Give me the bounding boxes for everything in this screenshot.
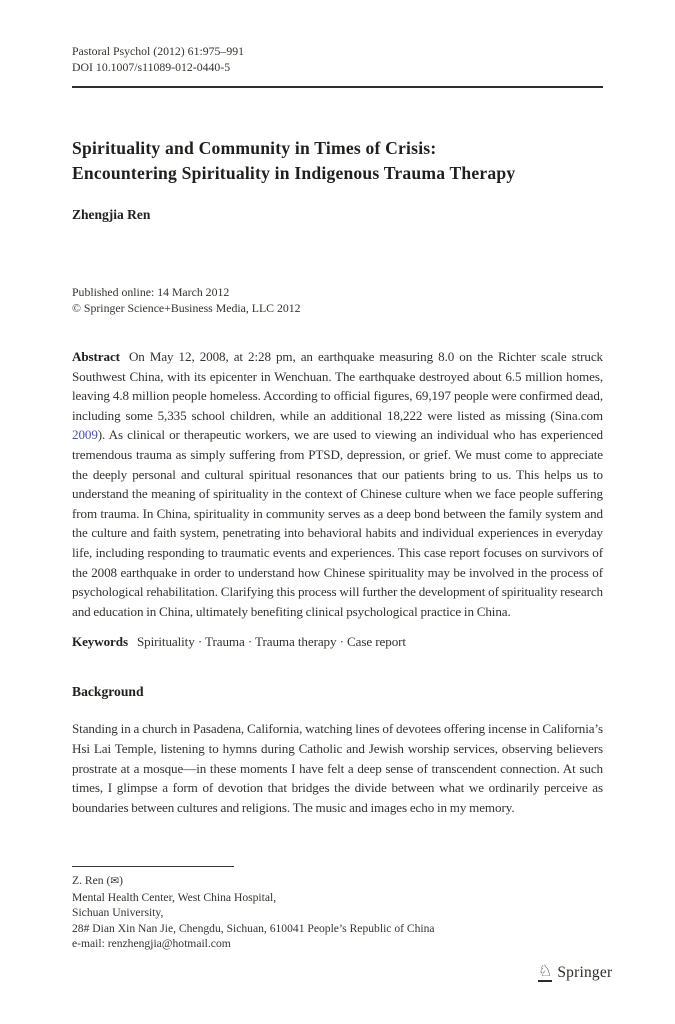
article-title: [72, 136, 603, 186]
article-title-line-2: Encountering Spirituality in Indigenous Trauma Therapy: [72, 163, 516, 183]
keywords-label: Keywords: [72, 634, 128, 650]
article-body: [72, 347, 603, 817]
keywords-list: Spirituality · Trauma · Trauma therapy · Case report: [136, 634, 406, 650]
corresponding-author-name: Z. Ren (: [72, 874, 111, 887]
springer-wordmark: Springer: [557, 963, 613, 981]
abstract-label: Abstract: [72, 349, 120, 364]
published-online-line: Published online: 14 March 2012: [72, 285, 230, 299]
keywords-line: [72, 634, 603, 650]
correspondence-footnote: [72, 873, 603, 952]
article-title-line-1: Spirituality and Community in Times of Crisis:: [72, 138, 437, 158]
affiliation-line-2: Sichuan University,: [72, 906, 164, 920]
citation-link-2009[interactable]: 2009: [72, 427, 98, 443]
corresponding-author-suffix: ): [119, 874, 124, 887]
header-rule: [72, 86, 603, 88]
doi-line: DOI 10.1007/s11089-012-0440-5: [72, 60, 231, 74]
journal-header: [72, 43, 603, 75]
corresponding-author-line: [72, 873, 603, 890]
section-heading-background: Background: [72, 684, 144, 700]
copyright-line: © Springer Science+Business Media, LLC 2012: [72, 301, 301, 315]
affiliation-line-3: 28# Dian Xin Nan Jie, Chengdu, Sichuan, 610041 People’s Republic of China: [72, 921, 435, 935]
footnote-rule: [72, 866, 234, 867]
journal-citation: Pastoral Psychol (2012) 61:975–991: [72, 44, 245, 58]
abstract-paragraph: [72, 347, 603, 621]
abstract-text-after-citation: ). As clinical or therapeutic workers, we are used to viewing an individual who has experienced tremendous trauma as simply suffering from PTSD, depression, or grief. We must come to appreciate the deeply personal and cultural spiritual resonances that our patients bring to us. This helps us to understand the meaning of spirituality in the context of Chinese culture when we face people suffering from trauma. In China, spirituality in community serves as a deep bond between the family system and the culture and faith system, penetrating into behavioral habits and individual experiences in everyday life, including responding to traumatic events and experiences. This case report focuses on survivors of the 2008 earthquake in order to understand how Chinese spirituality may be involved in the process of psychological rehabilitation. Clarifying this process will further the development of spirituality research and education in China, ultimately benefiting clinical psychological practice in China.: [72, 427, 603, 619]
email-line: e-mail: renzhengjia@hotmail.com: [72, 937, 231, 951]
abstract-text-before-citation: On May 12, 2008, at 2:28 pm, an earthquake measuring 8.0 on the Richter scale struck Southwest China, with its epicenter in Wenchuan. The earthquake destroyed about 6.5 million homes, leaving 4.8 million people homeless. According to official figures, 69,197 people were confirmed dead, including some 5,335 school children, while an additional 18,222 were listed as missing (Sina.com: [72, 349, 603, 423]
affiliation-line-1: Mental Health Center, West China Hospital,: [72, 890, 277, 904]
publication-info: [72, 284, 603, 316]
springer-knight-icon: ♘: [538, 961, 553, 980]
springer-logo: [538, 963, 612, 982]
envelope-icon: ✉: [110, 875, 120, 887]
author-name: Zhengjia Ren: [72, 207, 151, 222]
background-paragraph: Standing in a church in Pasadena, California, watching lines of devotees offering incense in California’s Hsi Lai Temple, listening to hymns during Catholic and Jewish worship services, observing believers prostrate at a mosque—in these moments I have felt a deep sense of transcendent connection. At such times, I glimpse a form of devotion that bridges the divide between what we ordinarily perceive as boundaries between cultures and religions. The music and images echo in my memory.: [72, 721, 603, 815]
